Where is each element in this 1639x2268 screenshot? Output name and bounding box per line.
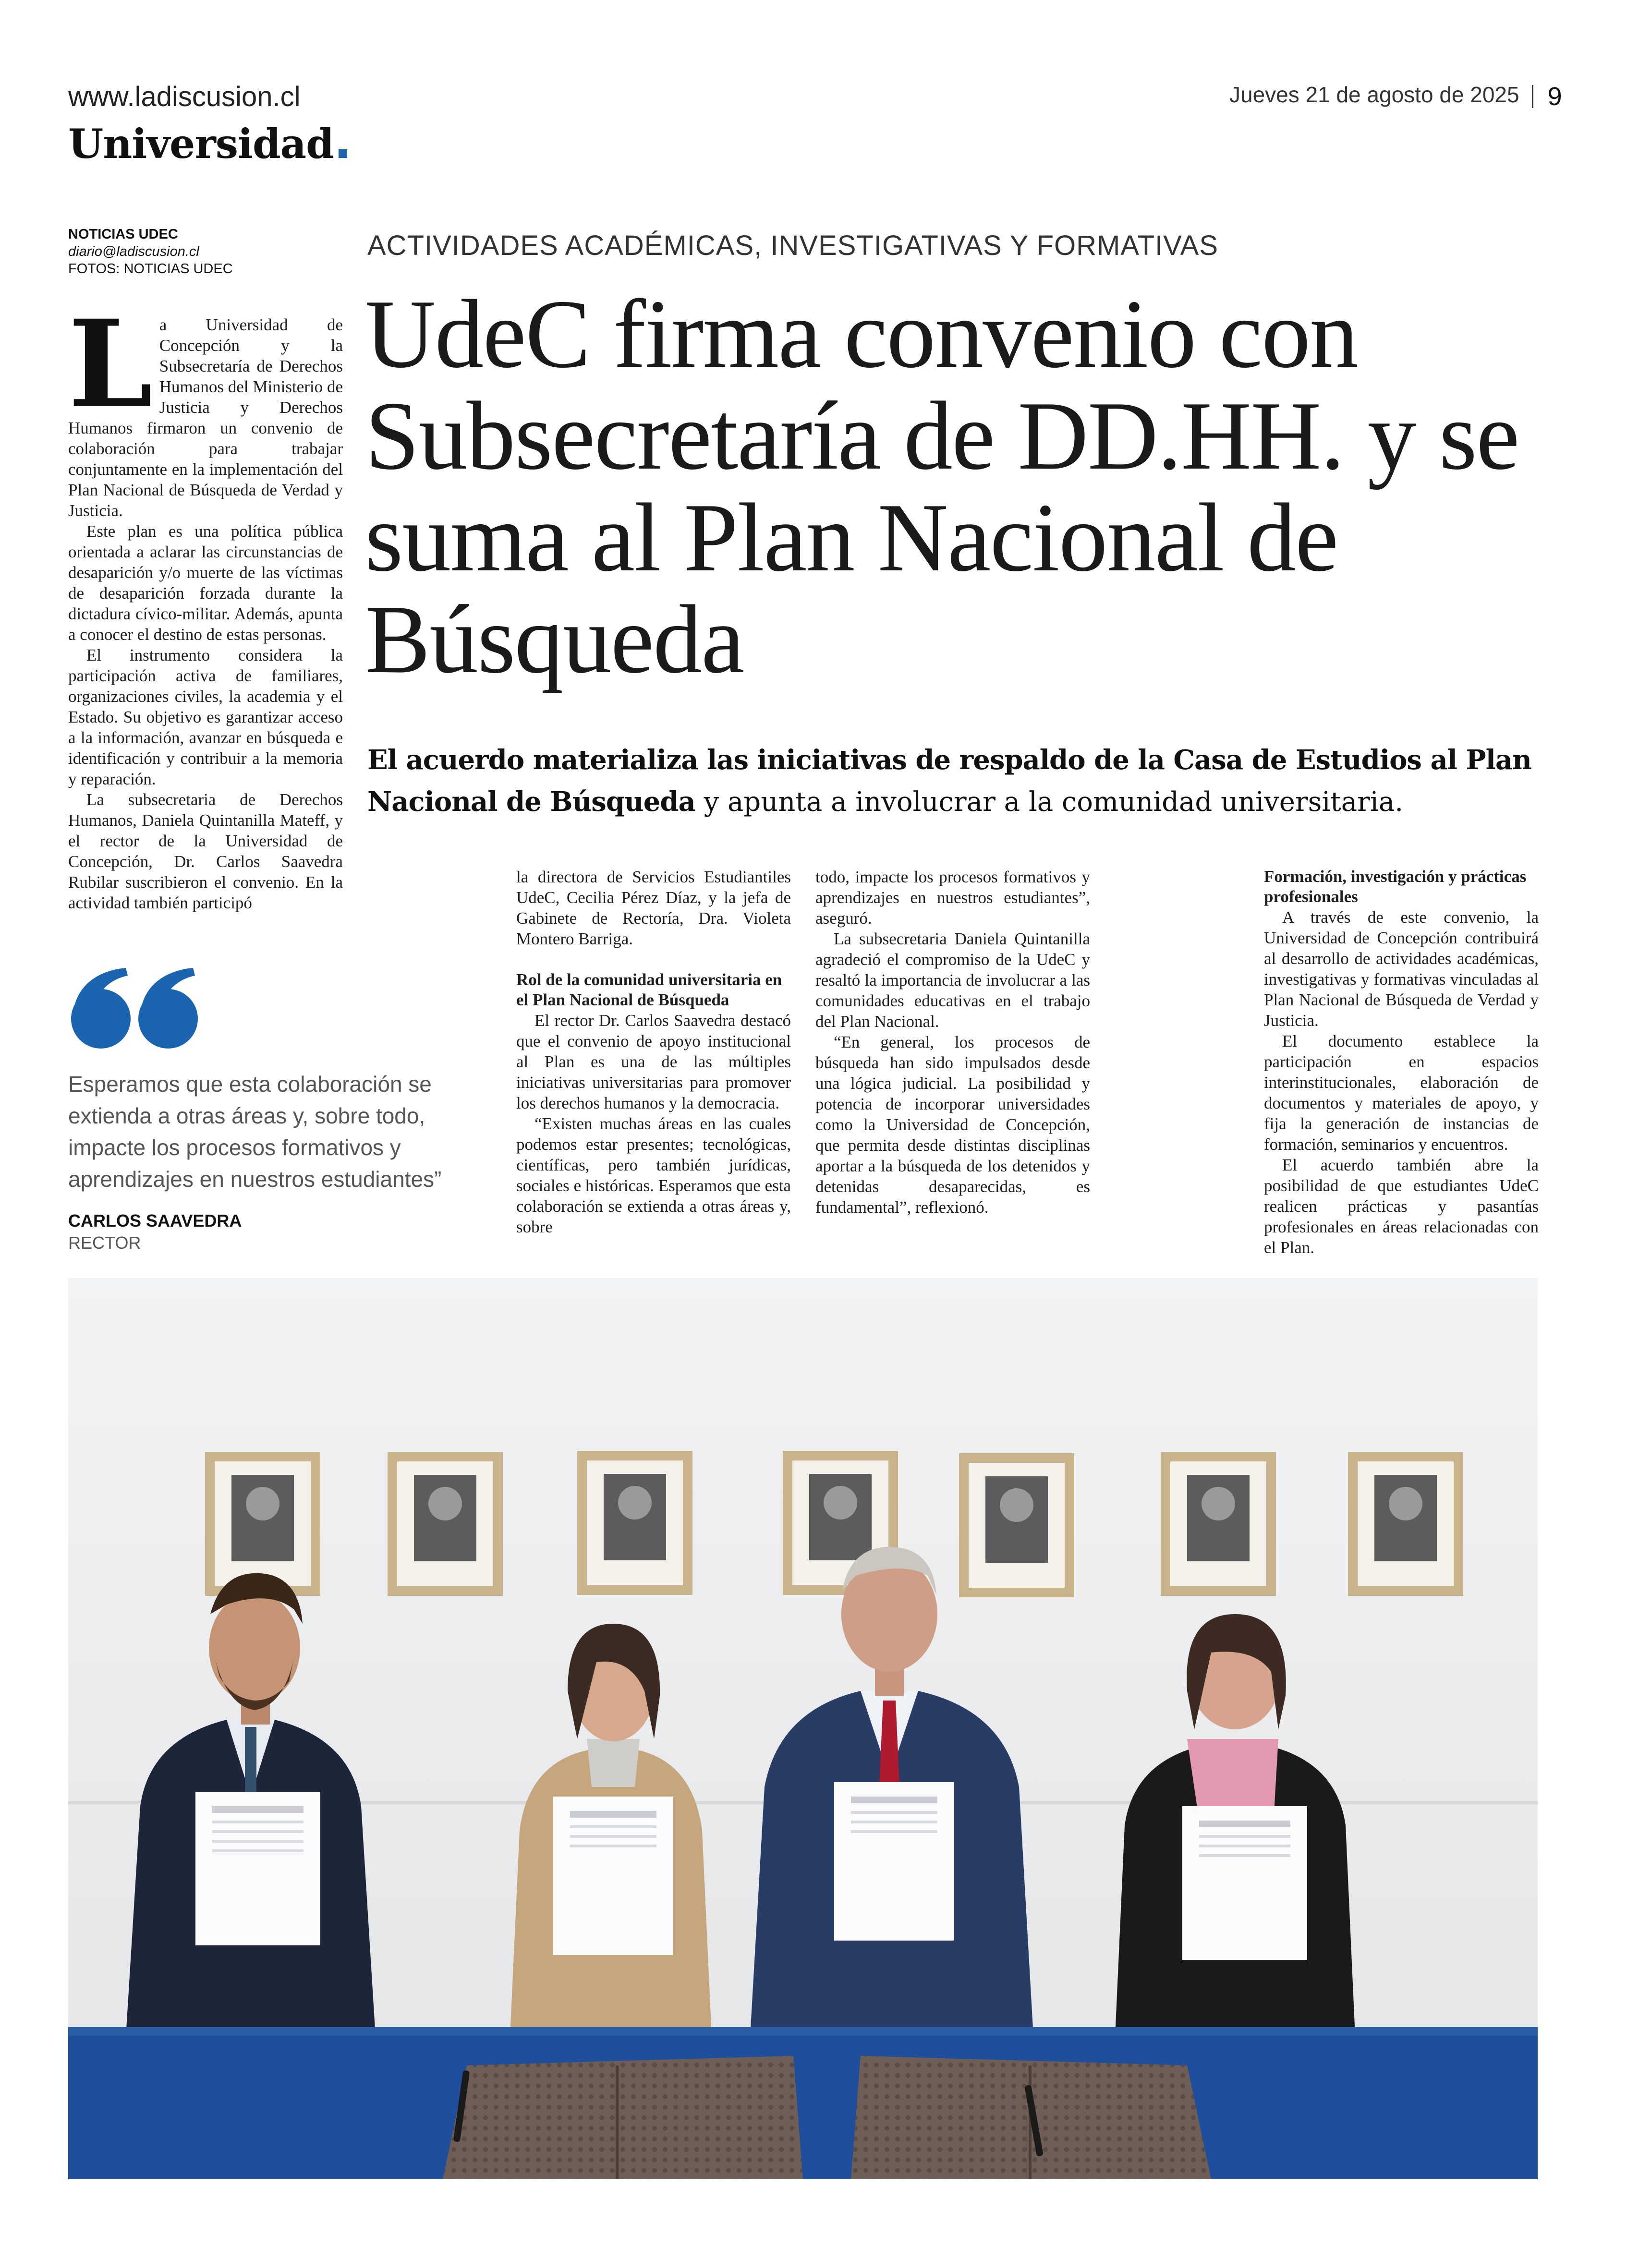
divider [1532, 85, 1533, 108]
site-url[interactable]: www.ladiscusion.cl [68, 81, 301, 112]
article-headline: UdeC firma convenio con Subsecretaría de DD.HH. y se suma al Plan Nacional de Búsqueda [365, 280, 1519, 694]
byline-photos: FOTOS: NOTICIAS UDEC [68, 261, 233, 277]
body-paragraph: la directora de Servicios Estudiantiles UdeC, Cecilia Pérez Díaz, y la jefa de Gabinete de Rectoría, Dra. Violeta Montero Barriga. [516, 868, 791, 948]
body-paragraph: El instrumento considera la participación activa de familiares, organizaciones civiles, la academia y el Estado. Su objetivo es garantizar acceso a la información, avanzar en búsqueda e identificación y contribuir a la memoria y reparación. [68, 646, 343, 788]
article-column-1 [68, 293, 343, 913]
page-number: 9 [1547, 82, 1562, 111]
article-column-3 [815, 867, 1090, 1218]
body-paragraph: “En general, los procesos de búsqueda han sido impulsados desde una lógica judicial. La posibilidad y potencia de incorporar universidades como la Universidad de Concepción, que permita desde distintas disciplinas aportar a la búsqueda de los detenidos y detenidas desaparecidas, es fundamental”, reflexionó. [815, 1033, 1090, 1217]
byline-author: NOTICIAS UDEC [68, 227, 178, 242]
section-title [68, 120, 347, 168]
date-line [1229, 82, 1562, 111]
body-paragraph [68, 293, 343, 521]
section-dot-icon [339, 149, 347, 158]
body-paragraph: “Existen muchas áreas en las cuales podemos estar presentes; tecnológicas, científicas, pero también jurídicas, sociales e históricas. Esperamos que esta colaboración se extienda a otras áreas y, sobre [516, 1114, 791, 1236]
article-column-2 [516, 867, 791, 1237]
subhead-bold: El acuerdo materializa las iniciativas de respaldo de la Casa de Estudios al Plan Nacional de Búsqueda [367, 744, 1531, 818]
body-paragraph: todo, impacte los procesos formativos y aprendizajes en nuestros estudiantes”, aseguró. [815, 868, 1090, 928]
pull-quote-role: RECTOR [68, 1233, 141, 1253]
article-subhead [367, 739, 1568, 823]
body-paragraph: Este plan es una política pública orientada a aclarar las circunstancias de desaparición y/o muerte de las víctimas de desaparición forzada durante la dictadura cívico-militar. Además, apunta a conocer el destino de estas personas. [68, 522, 343, 644]
pull-quote-text: Esperamos que esta colaboración se extienda a otras áreas y, sobre todo, impacte los procesos formativos y aprendizajes en nuestros estudiantes” [68, 1072, 442, 1192]
photo-signing-ceremony-icon [68, 1278, 1538, 2179]
article-photo [68, 1278, 1538, 2179]
byline [68, 226, 233, 277]
section-label: Universidad [68, 120, 334, 168]
body-text: a Universidad de Concepción y la Subsecretaría de Derechos Humanos del Ministerio de Justicia y Derechos Humanos firmaron un convenio de colaboración para trabajar conjuntamente en la implementación del Plan Nacional de Búsqueda de Verdad y Justicia. [68, 315, 343, 520]
drop-cap: L [68, 293, 153, 434]
subheading: Rol de la comunidad universitaria en el Plan Nacional de Búsqueda [516, 970, 782, 1009]
article-kicker: ACTIVIDADES ACADÉMICAS, INVESTIGATIVAS Y FORMATIVAS [367, 230, 1219, 261]
article-column-4 [1264, 867, 1539, 1258]
subheading: Formación, investigación y prácticas profesionales [1264, 867, 1527, 906]
body-paragraph: El rector Dr. Carlos Saavedra destacó que el convenio de apoyo institucional al Plan es una de las múltiples iniciativas universitarias para promover los derechos humanos y la democracia. [516, 1011, 791, 1112]
body-paragraph: El documento establece la participación en espacios interinstitucionales, elaboración de documentos y materiales de apoyo, y fija la generación de instancias de formación, seminarios y encuentros. [1264, 1032, 1539, 1154]
quote-mark-icon [68, 965, 203, 1051]
subhead-rest: y apunta a involucrar a la comunidad universitaria. [695, 786, 1404, 818]
byline-email[interactable]: diario@ladiscusion.cl [68, 244, 199, 259]
pull-quote-name: CARLOS SAAVEDRA [68, 1211, 242, 1231]
body-paragraph: A través de este convenio, la Universidad de Concepción contribuirá al desarrollo de actividades académicas, investigativas y formativas vinculadas al Plan Nacional de Búsqueda de Verdad y Justicia. [1264, 908, 1539, 1030]
body-paragraph: El acuerdo también abre la posibilidad de que estudiantes UdeC realicen prácticas y pasantías profesionales en áreas relacionadas con el Plan. [1264, 1156, 1539, 1257]
body-paragraph: La subsecretaria de Derechos Humanos, Daniela Quintanilla Mateff, y el rector de la Universidad de Concepción, Dr. Carlos Saavedra Rubilar suscribieron el convenio. En la actividad también participó [68, 790, 343, 912]
body-paragraph: La subsecretaria Daniela Quintanilla agradeció el compromiso de la UdeC y resaltó la importancia de involucrar a las comunidades educativas en el trabajo del Plan Nacional. [815, 929, 1090, 1031]
issue-date: Jueves 21 de agosto de 2025 [1229, 82, 1519, 108]
